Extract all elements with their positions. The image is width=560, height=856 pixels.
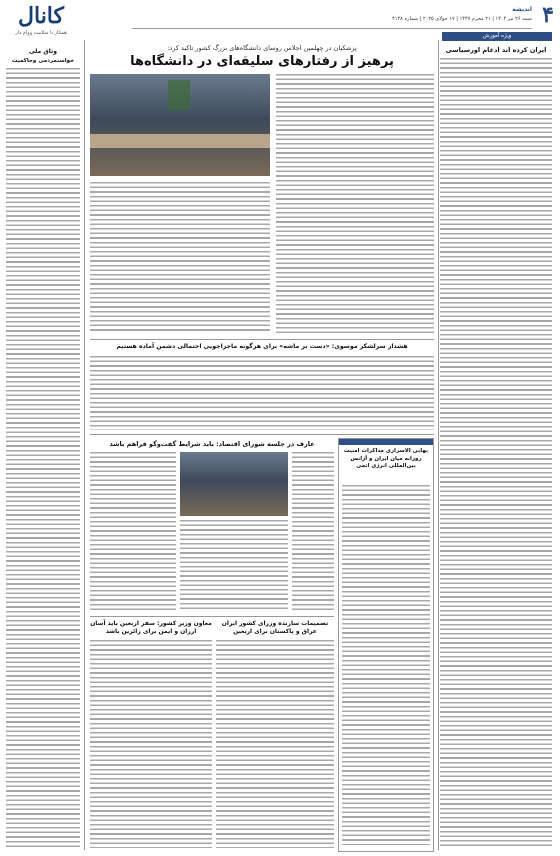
main-story-body-right	[276, 74, 434, 334]
sidebar-body	[6, 68, 80, 848]
box-story-bar	[339, 439, 433, 445]
story-4-body	[216, 640, 334, 848]
story-3-photo	[180, 452, 288, 516]
flag-shape	[168, 80, 190, 110]
page-number: ۴	[542, 2, 554, 28]
main-story-photo	[90, 74, 270, 176]
logo-subtitle: همکار با سلامت ووام دار	[15, 30, 67, 36]
section-rule	[90, 339, 434, 340]
box-story	[338, 438, 434, 852]
story-3-headline: عارف در جلسه شورای اقتصاد: باید شرایط گفت‌وگو فراهم باشد	[109, 440, 315, 448]
story-3-body-right	[292, 452, 334, 612]
section-label: ویژه آموزش	[442, 32, 552, 41]
newspaper-logo: كانال	[18, 3, 64, 29]
section-rule	[90, 434, 434, 435]
box-story-headline: بهایی الاسراری مذاکرات امنیت روزانه میان ایران و آژانس بین‌المللی انرژی اتمی	[343, 448, 429, 469]
column-rule	[84, 40, 85, 850]
story-4-headline: تصمیمات سازنده وزرای کشور ایران عراق و پاکستان برای اربعین	[221, 620, 329, 635]
right-column-body	[440, 58, 552, 848]
right-column-title: ایران کرده اند ادغام اورسیاسی	[445, 46, 547, 54]
section-rule	[90, 616, 334, 617]
story-3-body-left	[90, 452, 176, 612]
column-rule	[438, 40, 439, 850]
main-story-kicker: پزشکیان در چهلمین اجلاس روسای دانشگاه‌های بزرگ کشور تاکید کرد:	[167, 44, 357, 52]
story-2-body	[90, 356, 434, 430]
story-3-body-mid	[180, 520, 288, 612]
table-shape	[90, 134, 270, 148]
story-2-headline: هشدار سرلشکر موسوی: «دست بر ماشه» برای هرگونه ماجراجویی احتمالی دشمن آماده هستیم	[116, 343, 408, 350]
main-story-body-left	[90, 182, 270, 334]
sidebar-title-1: وثاق ملی	[29, 48, 57, 55]
story-5-body	[90, 640, 212, 848]
section-tag: اندیشه	[512, 6, 532, 13]
sidebar-title-2: خواستمردمی وحاکمیت	[11, 58, 75, 64]
main-story-headline: پرهیز از رفتارهای سلیقه‌ای در دانشگاه‌ها	[130, 54, 394, 69]
box-story-body	[342, 485, 430, 845]
date-line: شنبه ۲۶ تیر ۱۴۰۴ | ۲۱ محرم ۱۴۴۷ | ۱۷ جولای ۲۰۲۵ | شماره ۴۱۴۸	[132, 16, 532, 29]
story-5-headline: معاون وزیر کشور: سفر اربعین باید آسان ارزان و ایمن برای زائرین باشد	[90, 620, 212, 635]
